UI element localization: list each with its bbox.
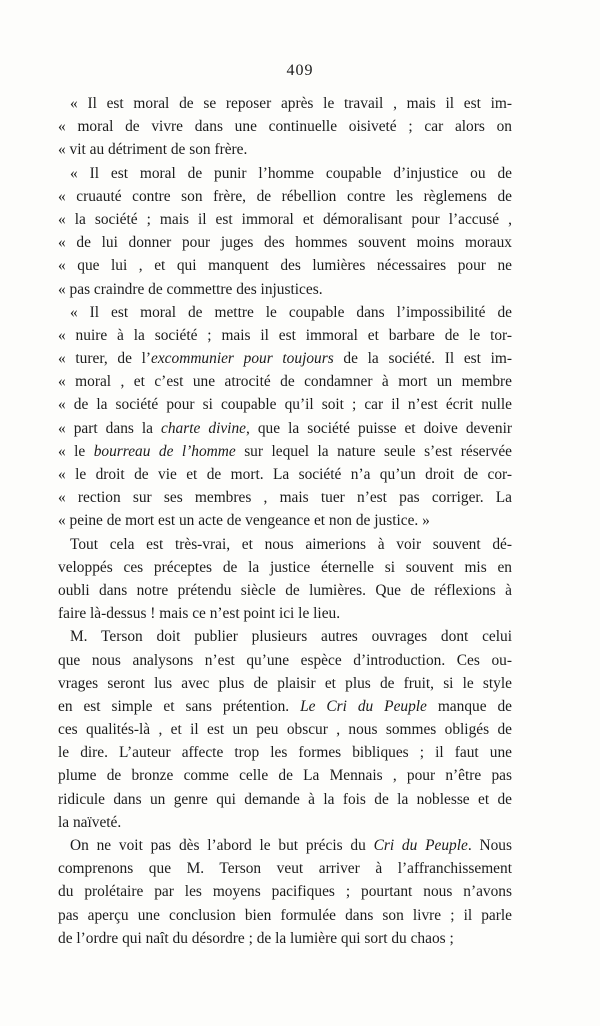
text-run: « vit au détriment de son frère. [58, 141, 248, 159]
text-run: « turer, de l’ [58, 350, 152, 368]
paragraph [58, 834, 512, 950]
text-line [58, 672, 512, 695]
text-line [58, 324, 512, 347]
text-run: « nuire à la société ; mais il est immoral et barbare de le tor- [58, 326, 512, 344]
text-line [58, 718, 512, 741]
text-run: oubli dans notre prétendu siècle de lumières. Que de réflexions à [58, 581, 512, 599]
text-run: « pas craindre de commettre des injustices. [58, 280, 323, 298]
text-run: que nous analysons n’est qu’une espèce d’introduction. Ces ou- [58, 651, 512, 669]
text-line [58, 880, 512, 903]
text-line [58, 162, 512, 185]
text-line [58, 417, 512, 440]
text-run: « moral de vivre dans une continuelle oisiveté ; car alors on [58, 118, 512, 136]
text-run: le dire. L’auteur affecte trop les formes bibliques ; il faut une [58, 744, 512, 762]
text-run: la naïveté. [58, 813, 122, 831]
text-run: ridicule dans un genre qui demande à la fois de la noblesse et de [58, 790, 512, 808]
text-run: « le [58, 442, 94, 460]
text-run: « le droit de vie et de mort. La société n’a qu’un droit de cor- [58, 466, 512, 483]
text-run: Tout cela est très-vrai, et nous aimerions à voir souvent dé- [70, 535, 512, 553]
italic-text-run: Cri du Peuple [373, 837, 468, 854]
italic-text-run: excommunier pour toujours [151, 350, 334, 368]
text-line [58, 811, 512, 834]
text-run: plume de bronze comme celle de La Mennais , pour n’être pas [58, 767, 512, 785]
italic-text-run: bourreau de l’homme [93, 442, 236, 460]
paragraph [58, 533, 512, 626]
text-run: « cruauté contre son frère, de rébellion contre les règlemens de [58, 187, 512, 205]
text-run: vrages seront lus avec plus de plaisir et plus de fruit, si le style [58, 674, 512, 692]
text-line [58, 533, 512, 556]
text-run: pas aperçu une conclusion bien formulée dans son livre ; il parle [58, 906, 512, 924]
text-run: de l’ordre qui naît du désordre ; de la lumière qui sort du chaos ; [58, 929, 454, 947]
text-line [58, 393, 512, 416]
text-run: « moral , et c’est une atrocité de condamner à mort un membre [58, 373, 512, 391]
text-line [58, 927, 512, 950]
text-run: « de lui donner pour juges des hommes souvent moins moraux [58, 234, 512, 252]
text-line [58, 347, 512, 370]
text-run: « rection sur ses membres , mais tuer n’est pas corriger. La [58, 489, 512, 507]
text-run: . Nous [467, 837, 512, 854]
text-run: en est simple et sans prétention. [58, 697, 301, 715]
text-run: du prolétaire par les moyens pacifiques ; pourtant nous n’avons [58, 883, 512, 901]
text-run: « de la société pour si coupable qu’il soit ; car il n’est écrit nulle [58, 396, 512, 414]
text-line [58, 649, 512, 672]
body-text [58, 92, 512, 950]
text-line [58, 625, 512, 648]
text-run: de la société. Il est im- [333, 350, 512, 368]
text-line [58, 278, 512, 301]
text-line [58, 486, 512, 509]
text-line [58, 602, 512, 625]
text-line [58, 857, 512, 880]
text-run: « que lui , et qui manquent des lumières nécessaires pour ne [58, 257, 512, 275]
text-line [58, 579, 512, 602]
page-number: 409 [286, 62, 314, 79]
text-run: sur lequel la nature seule s’est réservée [235, 442, 512, 460]
text-line [58, 370, 512, 393]
text-run: M. Terson doit publier plusieurs autres ouvrages dont celui [70, 628, 512, 646]
text-line [58, 788, 512, 811]
text-run: ces qualités-là , et il est un peu obscur , nous sommes obligés de [58, 721, 512, 739]
text-run: « la société ; mais il est immoral et démoralisant pour l’accusé , [58, 210, 512, 228]
text-line [58, 254, 512, 277]
text-run: veloppés ces préceptes de la justice éternelle si souvent mis en [58, 558, 512, 576]
text-line [58, 834, 512, 857]
text-line [58, 301, 512, 324]
text-line [58, 115, 512, 138]
text-line [58, 138, 512, 161]
text-run: « peine de mort est un acte de vengeance et non de justice. » [58, 512, 430, 530]
text-line [58, 741, 512, 764]
text-line [58, 208, 512, 231]
paragraph [58, 162, 512, 301]
text-line [58, 92, 512, 115]
text-line [58, 556, 512, 579]
text-line [58, 904, 512, 927]
paragraph [58, 625, 512, 834]
text-line [58, 463, 512, 486]
paragraph [58, 92, 512, 162]
text-run: « Il est moral de mettre le coupable dans l’impossibilité de [70, 303, 512, 321]
text-line [58, 695, 512, 718]
text-run: « part dans la [58, 419, 162, 437]
text-run: faire là-dessus ! mais ce n’est point ici le lieu. [58, 605, 341, 623]
text-run: comprenons que M. Terson veut arriver à l’affranchissement [58, 860, 512, 878]
text-line [58, 185, 512, 208]
text-run: « Il est moral de se reposer après le travail , mais il est im- [70, 95, 512, 112]
text-line [58, 509, 512, 532]
text-line [58, 764, 512, 787]
italic-text-run: charte divine [161, 419, 246, 437]
italic-text-run: Le Cri du Peuple [300, 697, 427, 715]
text-line [58, 231, 512, 254]
text-run: , que la société puisse et doive devenir [245, 419, 512, 437]
text-line [58, 440, 512, 463]
text-run: manque de [426, 697, 513, 715]
text-run: « Il est moral de punir l’homme coupable d’injustice ou de [70, 164, 512, 182]
paragraph [58, 301, 512, 533]
text-run: On ne voit pas dès l’abord le but précis du [70, 837, 374, 854]
